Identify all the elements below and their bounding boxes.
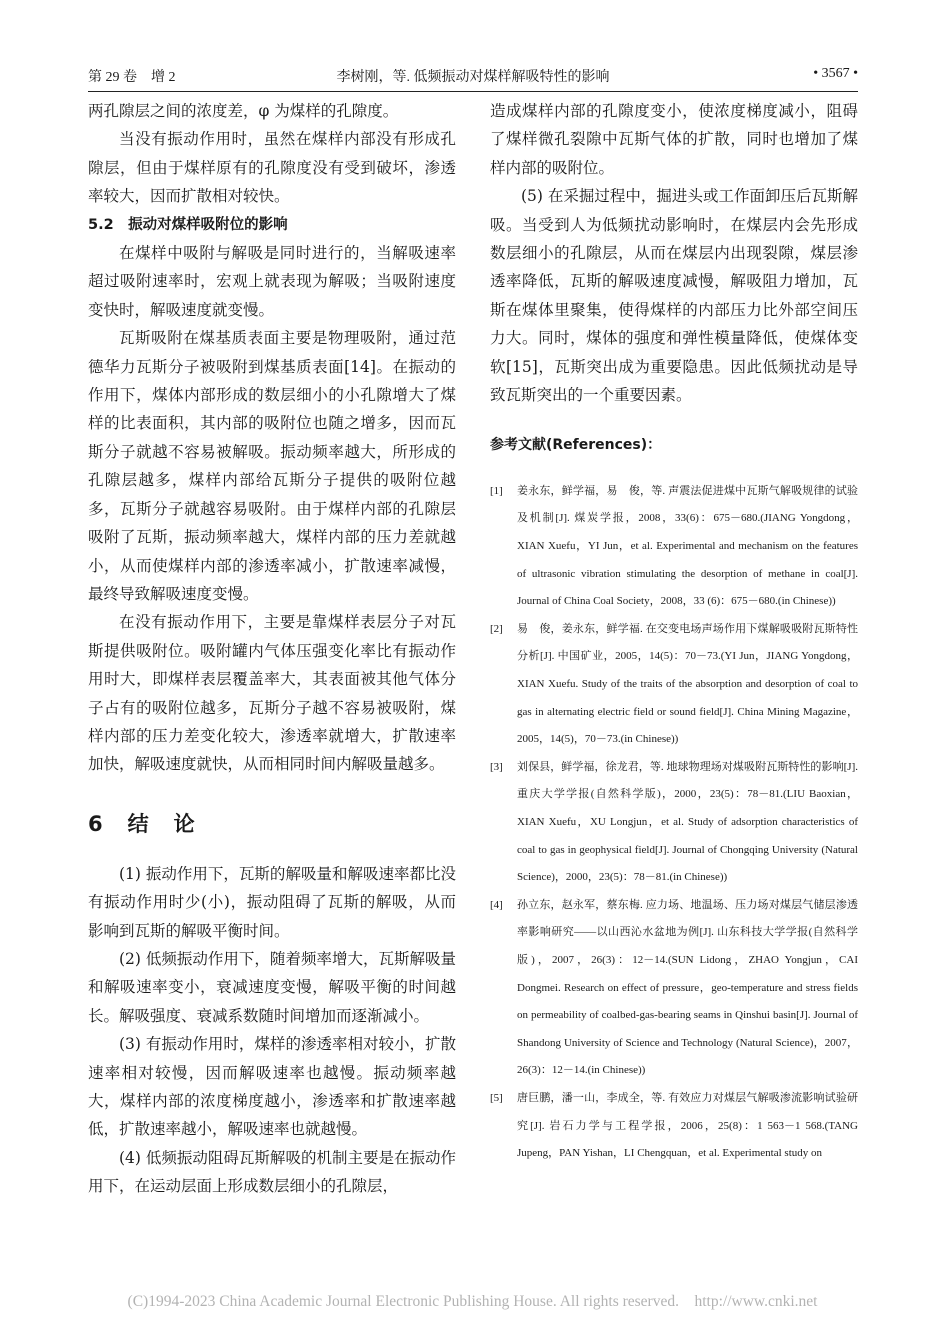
conclusion-item: (4) 低频振动阻碍瓦斯解吸的机制主要是在振动作用下，在运动层面上形成数层细小的孔隙层，	[88, 1148, 456, 1196]
paragraph: 瓦斯吸附在煤基质表面主要是物理吸附，通过范德华力瓦斯分子被吸附到煤基质表面[14]。在振动的作用下，煤体内部形成的数层细小的小孔隙增大了煤样的比表面积，其内部的吸附位也随之增多，因而瓦斯分子就越不容易被解吸。振动频率越大，所形成的孔隙层越多，煤样内部给瓦斯分子提供的吸附位越多，瓦斯分子就越容易吸附。由于煤样内部的孔隙层吸附了瓦斯，振动频率越大，煤样内部的压力差就越小，从而使煤样内部的渗透率减小，扩散速率减慢，最终导致解吸速度变慢。	[88, 329, 456, 603]
reference-item	[490, 1085, 858, 1168]
reference-list	[490, 478, 858, 1168]
page-number: • 3567 •	[813, 66, 858, 81]
paragraph: 在煤样中吸附与解吸是同时进行的，当解吸速率超过吸附速率时，宏观上就表现为解吸；当吸附速度变快时，解吸速度就变慢。	[88, 244, 456, 319]
reference-text: 易 俊，姜永东，鲜学福. 在交变电场声场作用下煤解吸吸附瓦斯特性分析[J]. 中国矿业，2005，14(5)：70－73.(YI Jun，JIANG Yongdong，XIAN Xuefu. Study of the traits of the absorption and desorption of coal to gas in alternating electric field or sound field[J]. China Mining Magazine，2005，14(5)，70－73.(in Chinese))	[517, 622, 858, 746]
reference-text: 刘保县，鲜学福，徐龙君，等. 地球物理场对煤吸附瓦斯特性的影响[J]. 重庆大学学报(自然科学版)，2000，23(5)：78－81.(LIU Baoxian，XIAN Xuefu，XU Longjun，et al. Study of adsorption characteristics of coal to gas in geophysical field[J]. Journal of Chongqing University (Natural Science)，2000，23(5)：78－81.(in Chinese))	[517, 760, 858, 884]
copyright-watermark: (C)1994-2023 China Academic Journal Electronic Publishing House. All rights reserved. http://www.cnki.net	[127, 1293, 818, 1310]
running-header	[88, 66, 858, 88]
reference-item	[490, 754, 858, 892]
section-heading-5-2: 5.2 振动对煤样吸附位的影响	[88, 216, 288, 233]
reference-item	[490, 478, 858, 616]
right-column	[490, 97, 858, 1168]
paragraph: 当没有振动作用时，虽然在煤样内部没有形成孔隙层，但由于煤样原有的孔隙度没有受到破坏，渗透率较大，因而扩散相对较快。	[88, 130, 456, 206]
reference-number: [2]	[490, 622, 503, 635]
section-heading-conclusions: 6 结 论	[88, 811, 197, 836]
paragraph: 在没有振动作用下，主要是靠煤样表层分子对瓦斯提供吸附位。吸附罐内气体压强变化率比有振动作用时大，即煤样表层覆盖率大，其表面被其他气体分子占有的吸附位越多，瓦斯分子越不容易被吸附，煤样内部的压力差变化较大，渗透率就增大，扩散速率加快，解吸速度就快，从而相同时间内解吸量越多。	[88, 613, 456, 774]
conclusion-item: (3) 有振动作用时，煤样的渗透率相对较小，扩散速率相对较慢，因而解吸速率也越慢。振动频率越大，煤样内部的浓度梯度越小，渗透率和扩散速率越低，扩散速率越小，解吸速率也就越慢。	[88, 1035, 456, 1139]
reference-text: 唐巨鹏，潘一山，李成全，等. 有效应力对煤层气解吸渗流影响试验研究[J]. 岩石力学与工程学报，2006，25(8)：1 563－1 568.(TANG Jupeng，PAN Yishan，LI Chengquan，et al. Experimental study on	[517, 1091, 858, 1160]
header-rule	[88, 91, 858, 92]
references-heading: 参考文献(References)：	[490, 437, 662, 454]
volume-issue: 第 29 卷 增 2	[88, 70, 176, 85]
left-column	[88, 97, 456, 1201]
reference-number: [5]	[490, 1091, 503, 1104]
paragraph: 造成煤样内部的孔隙度变小，使浓度梯度减小，阻碍了煤样微孔裂隙中瓦斯气体的扩散，同时也增加了煤样内部的吸附位。	[490, 102, 858, 177]
reference-number: [1]	[490, 484, 503, 497]
reference-item	[490, 892, 858, 1085]
reference-text: 姜永东，鲜学福，易 俊，等. 声震法促进煤中瓦斯气解吸规律的试验及机制[J]. 煤炭学报，2008，33(6)：675－680.(JIANG Yongdong，XIAN Xuefu，YI Jun，et al. Experimental and mechanism on the features of ultrasonic vibration stimulating the desorption of methane in coal[J]. Journal of China Coal Society，2008，33 (6)：675－680.(in Chinese))	[517, 484, 858, 608]
conclusion-item: (2) 低频振动作用下，随着频率增大，瓦斯解吸量和解吸速率变小，衰减速度变慢，解吸平衡的时间越长。解吸强度、衰减系数随时间增加而逐渐减小。	[88, 949, 456, 1025]
conclusion-item: (1) 振动作用下，瓦斯的解吸量和解吸速率都比没有振动作用时少(小)，振动阻碍了瓦斯的解吸，从而影响到瓦斯的解吸平衡时间。	[88, 864, 456, 940]
article-running-title: 李树刚，等. 低频振动对煤样解吸特性的影响	[336, 70, 610, 85]
reference-number: [4]	[490, 898, 503, 911]
reference-number: [3]	[490, 760, 503, 773]
conclusion-item: (5) 在采掘过程中，掘进头或工作面卸压后瓦斯解吸。当受到人为低频扰动影响时，在煤层内会先形成数层细小的孔隙层，从而在煤层内出现裂隙，煤层渗透率降低，瓦斯的解吸速度减慢，解吸阻力增加，瓦斯在煤体里聚集，使得煤样的内部压力比外部空间压力大。同时，煤体的强度和弹性模量降低，使煤体变软[15]，瓦斯突出成为重要隐患。因此低频扰动是导致瓦斯突出的一个重要因素。	[490, 187, 858, 405]
reference-item	[490, 616, 858, 754]
reference-text: 孙立东，赵永军，蔡东梅. 应力场、地温场、压力场对煤层气储层渗透率影响研究——以山西沁水盆地为例[J]. 山东科技大学学报(自然科学版)，2007，26(3)：12－14.(SUN Lidong，ZHAO Yongjun，CAI Dongmei. Research on effect of pressure，geo-temperature and stress fields on permeability of coalbed-gas-bearing seams in Qinshui basin[J]. Journal of Shandong University of Science and Technology (Natural Science)，2007，26(3)：12－14.(in Chinese))	[517, 898, 858, 1077]
paragraph: 两孔隙层之间的浓度差，φ 为煤样的孔隙度。	[88, 102, 399, 120]
